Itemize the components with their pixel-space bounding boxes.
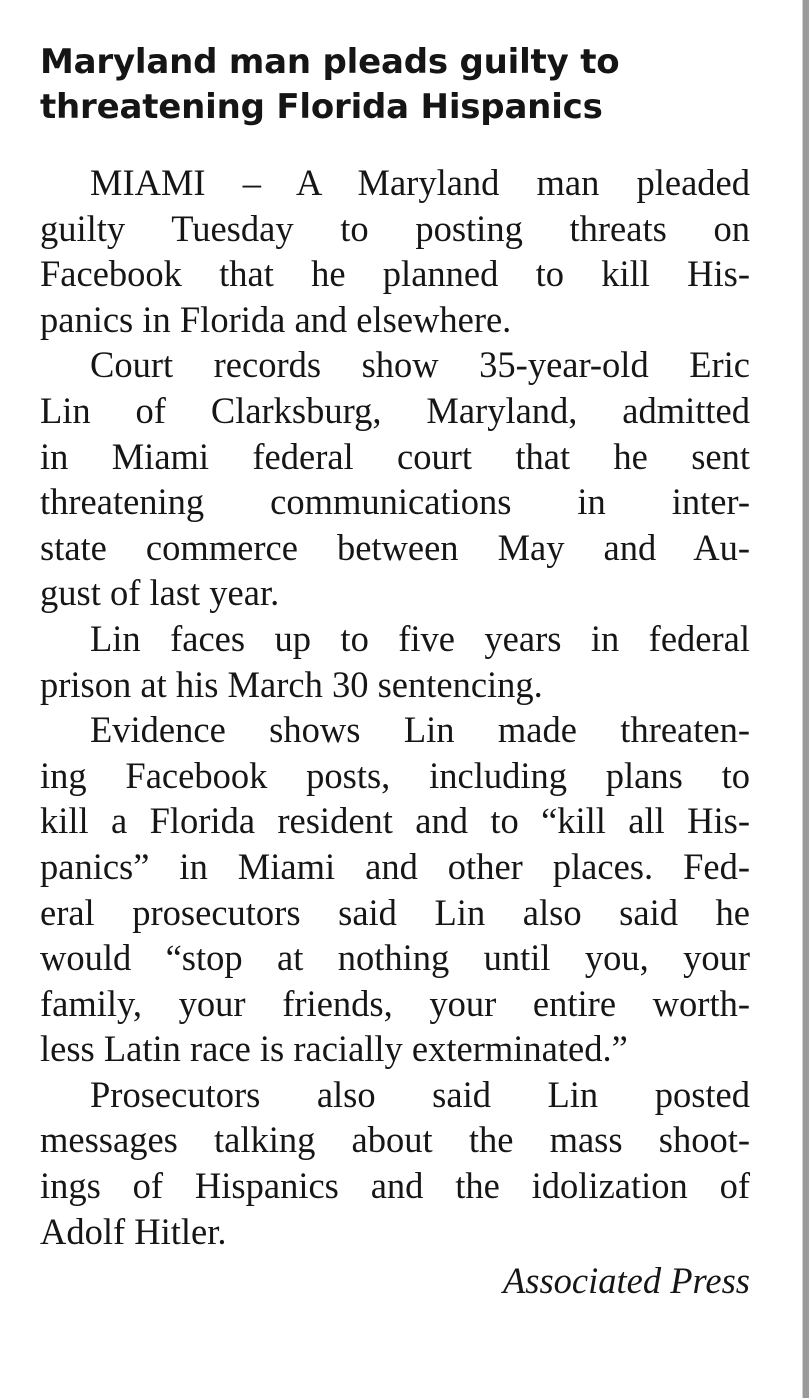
article xyxy=(40,40,750,1304)
paragraph-5 xyxy=(40,1072,750,1254)
body-line: in Miami federal court that he sent xyxy=(40,435,750,477)
body-line: panics in Florida and elsewhere. xyxy=(40,298,512,340)
paragraph-3 xyxy=(40,616,750,707)
body-line: eral prosecutors said Lin also said he xyxy=(40,891,750,933)
body-line: threatening communications in inter- xyxy=(40,481,750,523)
column-rule xyxy=(803,0,809,1398)
article-body xyxy=(40,160,750,1254)
paragraph-2 xyxy=(40,342,750,616)
body-line: messages talking about the mass shoot- xyxy=(40,1119,750,1161)
body-line: Court records show 35-year-old Eric xyxy=(90,344,750,386)
body-line: less Latin race is racially exterminated.” xyxy=(40,1028,628,1070)
body-line: ing Facebook posts, including plans to xyxy=(40,754,750,796)
body-line: Lin faces up to five years in federal xyxy=(90,617,750,659)
byline-credit: Associated Press xyxy=(502,1260,750,1302)
headline-line-1: Maryland man pleads guilty to xyxy=(40,42,620,82)
body-line: MIAMI – A Maryland man pleaded xyxy=(90,162,750,203)
headline xyxy=(40,40,750,130)
paragraph-4 xyxy=(40,707,750,1072)
body-line: ings of Hispanics and the idolization of xyxy=(40,1165,750,1207)
body-line: prison at his March 30 sentencing. xyxy=(40,663,543,705)
body-line: gust of last year. xyxy=(40,572,280,614)
body-line: kill a Florida resident and to “kill all His- xyxy=(40,800,750,842)
body-line: Evidence shows Lin made threaten- xyxy=(90,709,750,751)
body-line: Prosecutors also said Lin posted xyxy=(90,1073,750,1115)
body-line: Adolf Hitler. xyxy=(40,1210,227,1252)
body-line: Lin of Clarksburg, Maryland, admitted xyxy=(40,389,750,431)
body-line: panics” in Miami and other places. Fed- xyxy=(40,845,750,887)
body-line: would “stop at nothing until you, your xyxy=(40,937,750,979)
body-line: Facebook that he planned to kill His- xyxy=(40,253,750,295)
body-line: guilty Tuesday to posting threats on xyxy=(40,207,750,249)
headline-line-2: threatening Florida Hispanics xyxy=(40,87,603,127)
body-line: state commerce between May and Au- xyxy=(40,526,750,568)
paragraph-1 xyxy=(40,160,750,342)
body-line: family, your friends, your entire worth- xyxy=(40,982,750,1024)
